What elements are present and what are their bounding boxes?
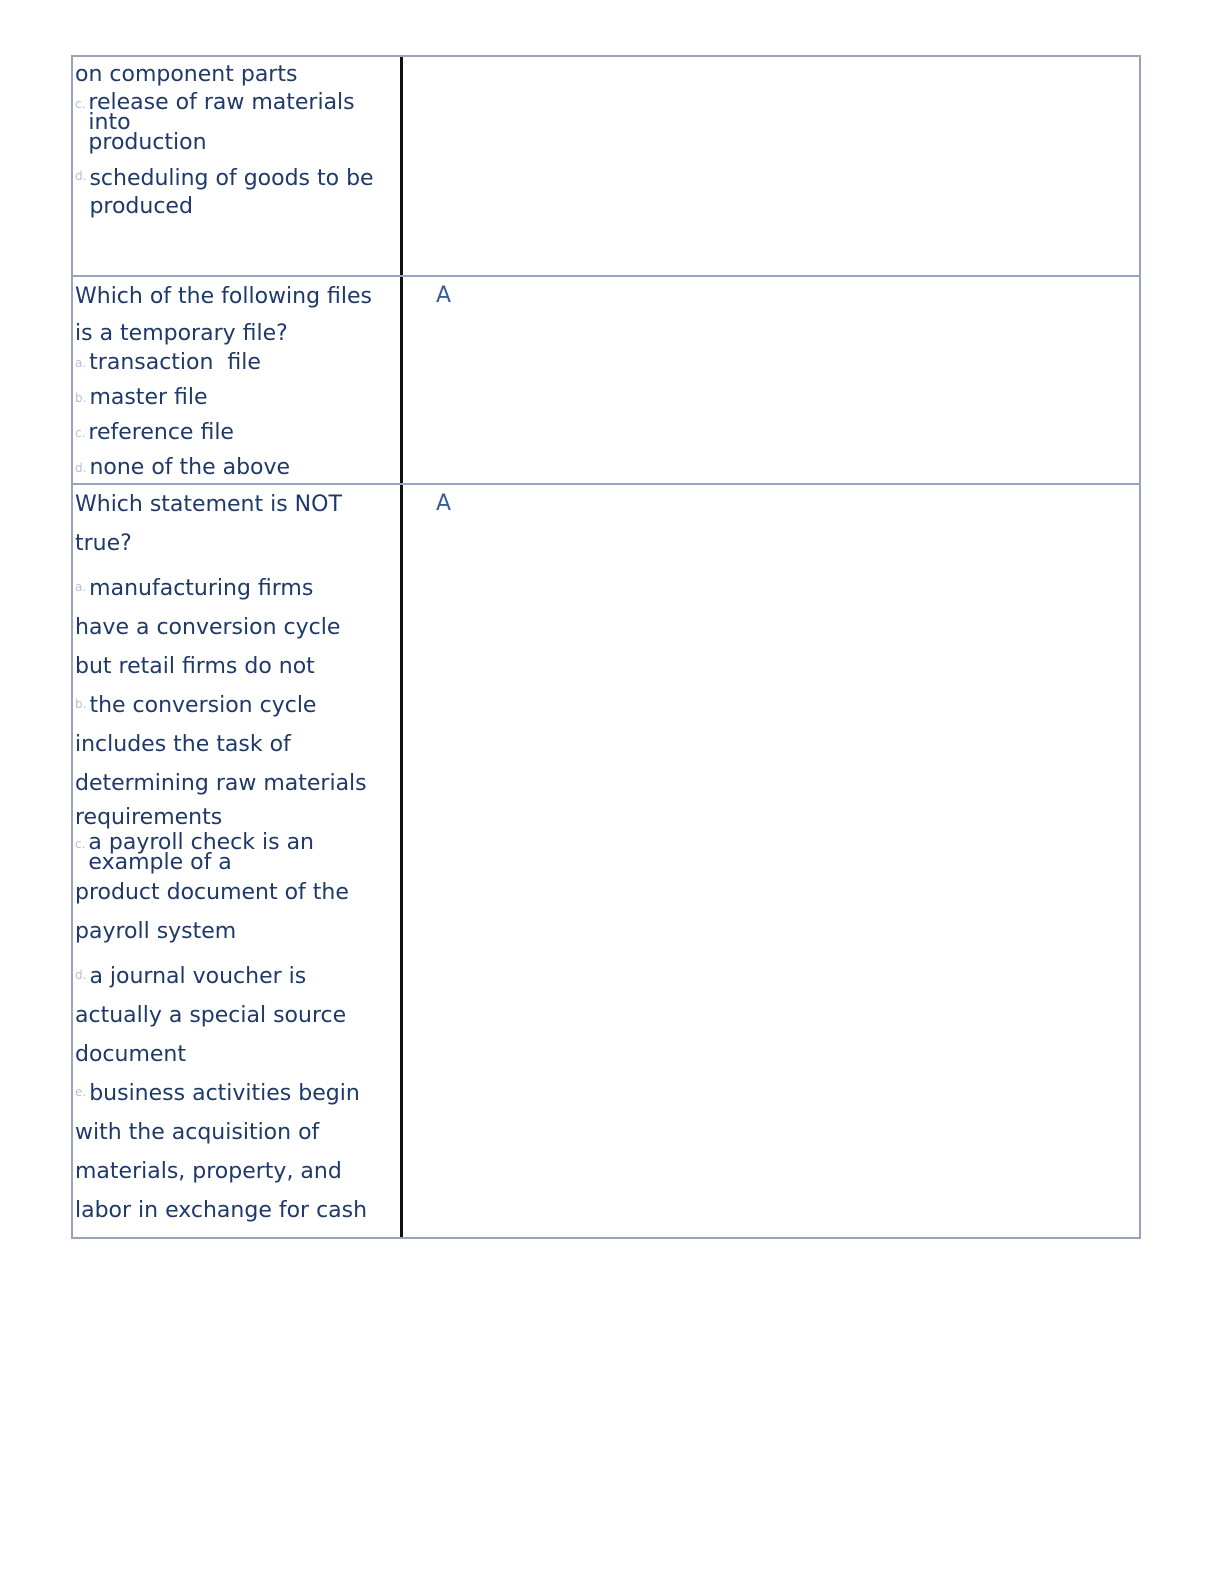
option-text: labor in exchange for cash: [75, 1198, 368, 1223]
option-marker: d.: [75, 461, 87, 475]
option-text: production: [88, 130, 207, 155]
option-text: produced: [89, 194, 193, 219]
option-text: actually a special source: [75, 1003, 347, 1028]
question-text: is a temporary file?: [75, 321, 288, 346]
table-row: [73, 483, 1139, 1237]
option-marker: b.: [75, 391, 87, 405]
question-table: [71, 55, 1141, 1239]
option-e: [75, 1074, 400, 1113]
option-text: materials, property, and: [75, 1159, 342, 1184]
answer-cell: [403, 57, 1139, 275]
option-text: business activities begin: [89, 1081, 360, 1106]
question-cell: [73, 277, 403, 483]
option-text: payroll system: [75, 919, 237, 944]
option-b: [75, 686, 400, 725]
option-text: the conversion cycle: [89, 693, 317, 718]
option-marker: c.: [75, 837, 86, 851]
option-marker: e.: [75, 1085, 87, 1099]
option-a: [75, 352, 400, 387]
option-d: [75, 165, 400, 221]
option-text: product document of the: [75, 880, 349, 905]
answer-cell: [403, 485, 1139, 1237]
question-text: Which of the following files: [75, 284, 372, 309]
question-cell: [73, 485, 403, 1237]
option-marker: a.: [75, 356, 87, 370]
option-text: document: [75, 1042, 186, 1067]
question-text: Which statement is NOT: [75, 492, 342, 517]
option-marker: a.: [75, 580, 87, 594]
option-text: reference file: [88, 420, 234, 445]
option-text: have a conversion cycle: [75, 615, 341, 640]
option-text: a journal voucher is: [89, 964, 307, 989]
question-cell: [73, 57, 403, 275]
option-b: [75, 387, 400, 422]
option-c: [75, 90, 400, 155]
question-text: true?: [75, 531, 132, 556]
option-text: scheduling of goods to be: [89, 166, 374, 191]
option-text: with the acquisition of: [75, 1120, 320, 1145]
option-a: [75, 569, 400, 608]
option-marker: c.: [75, 97, 86, 111]
option-text: master file: [89, 385, 208, 410]
table-row: [73, 57, 1139, 275]
option-text: includes the task of: [75, 732, 291, 757]
table-row: [73, 275, 1139, 483]
option-marker: b.: [75, 697, 87, 711]
option-text: example of a: [88, 850, 232, 875]
option-marker: d.: [75, 169, 87, 183]
option-c: [75, 422, 400, 457]
answer-text: A: [436, 283, 452, 308]
option-text: release of raw materials into: [88, 90, 355, 135]
answer-text: A: [436, 491, 452, 516]
answer-cell: [403, 277, 1139, 483]
option-text: but retail firms do not: [75, 654, 315, 679]
option-marker: c.: [75, 426, 86, 440]
option-d: [75, 957, 400, 996]
option-c: [75, 830, 400, 875]
option-text: none of the above: [89, 455, 291, 480]
option-text: manufacturing firms: [89, 576, 314, 601]
option-text: transaction file: [89, 350, 261, 375]
option-text: a payroll check is an: [88, 830, 314, 855]
question-text: on component parts: [75, 62, 298, 87]
option-marker: d.: [75, 968, 87, 982]
option-text: determining raw materials: [75, 771, 367, 796]
option-text: requirements: [75, 805, 223, 830]
